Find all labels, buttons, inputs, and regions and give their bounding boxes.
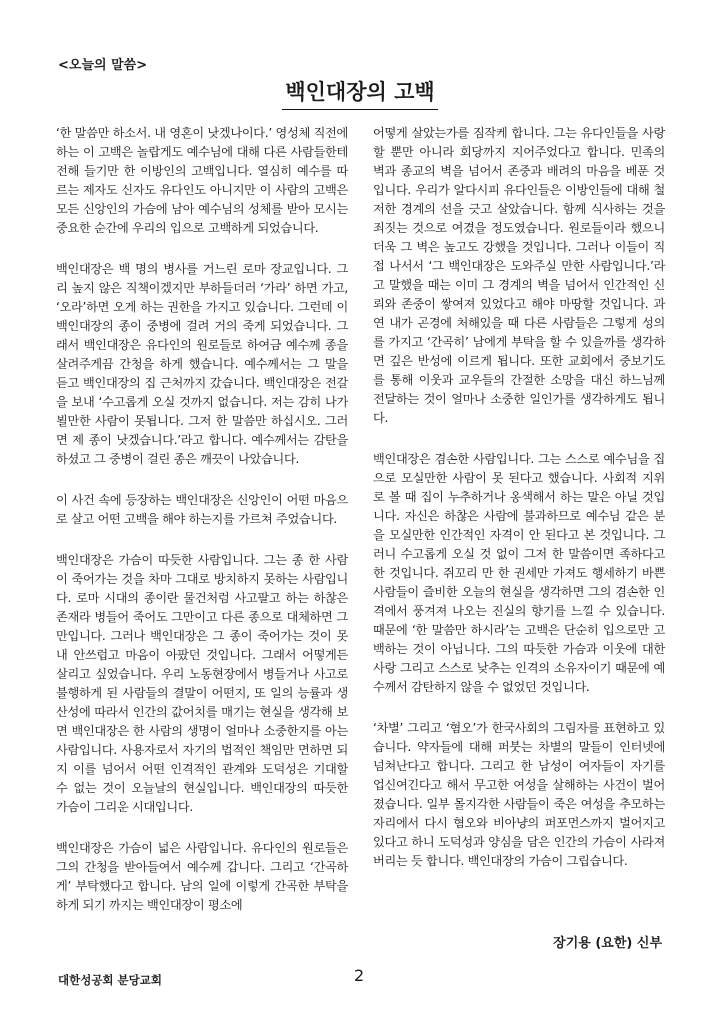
right-column	[373, 124, 665, 893]
section-label: <오늘의 말씀>	[58, 58, 148, 73]
paragraph: 백인대장은 겸손한 사람입니다. 그는 스스로 예수님을 집으로 모실만한 사람이 못 된다고 했습니다. 사회적 지위로 볼 때 집이 누추하거나 옹색해서 하는 말은 아닐 것입니다. 자신은 하찮은 사람에 불과하므로 예수님 같은 분을 모실만한 인간적인 자격이 안 된다고 본 것입니다. 그러니 수고롭게 오실 것 없이 그저 한 말씀이면 족하다고 한 것입니다. 쥐꼬리 만 한 권세만 가져도 행세하기 바쁜 사람들이 즐비한 오늘의 현실을 생각하면 그의 겸손한 인격에서 풍겨져 나오는 진실의 향기를 느낄 수 있습니다. 때문에 ‘한 말씀만 하시라’는 고백은 단순히 입으로만 고백하는 것이 아닙니다. 그의 따듯한 가슴과 이웃에 대한 사랑 그리고 스스로 낮추는 인격의 소유자이기 때문에 예수께서 감탄하지 않을 수 없었던 것입니다.	[373, 452, 665, 694]
author-signature: 장기용 (요한) 신부	[553, 936, 662, 951]
paragraph: 어떻게 살았는가를 짐작케 합니다. 그는 유다인들을 사랑할 뿐만 아니라 회당까지 지어주었다고 합니다. 민족의 벽과 종교의 벽을 넘어서 존중과 배려의 마음을 베푼 것입니다. 우리가 알다시피 유다인들은 이방인들에 대해 철저한 경계의 선을 긋고 살았습니다. 함께 식사하는 것을 죄짓는 것으로 여겼을 정도였습니다. 원로들이라 했으니 더욱 그 벽은 높고도 강했을 것입니다. 그러나 이들이 직접 나서서 ‘그 백인대장은 도와주실 만한 사람입니다.’라고 말했을 때는 이미 그 경계의 벽을 넘어서 인간적인 신뢰와 존중이 쌓여져 있었다고 해야 마땅할 것입니다. 과연 내가 곤경에 처해있을 때 다른 사람들은 그렇게 성의를 가지고 ‘간곡히’ 남에게 부탁을 할 수 있을까를 생각하면 깊은 반성에 이르게 됩니다. 또한 교회에서 중보기도를 통해 이웃과 교우들의 간절한 소망을 대신 하느님께 전달하는 것이 얼마나 소중한 일인가를 생각하게도 됩니다.	[373, 126, 665, 425]
paragraph: 이 사건 속에 등장하는 백인대장은 신앙인이 어떤 마음으로 살고 어떤 고백을 해야 하는지를 가르쳐 주었습니다.	[56, 493, 348, 526]
paragraph: ‘차별’ 그리고 ‘혐오’가 한국사회의 그림자를 표현하고 있습니다. 약자들에 대해 퍼붓는 차별의 말들이 인터넷에 넘쳐난다고 합니다. 그리고 한 남성이 여자들이 자기를 업신여긴다고 해서 무고한 여성을 살해하는 사건이 벌어졌습니다. 일부 몰지각한 사람들이 죽은 여성을 추모하는 자리에서 다시 혐오와 비아냥의 퍼포먼스까지 벌어지고 있다고 하니 도덕성과 양심을 담은 인간의 가슴이 사라져버리는 듯 합니다. 백인대장의 가슴이 그립습니다.	[373, 721, 665, 868]
left-column	[56, 124, 348, 937]
paragraph: ‘한 말씀만 하소서. 내 영혼이 낫겠나이다.’ 영성체 직전에 하는 이 고백은 놀랍게도 예수님에 대해 다른 사람들한테 전해 들기만 한 이방인의 고백입니다. 열심히 예수를 따르는 제자도 신자도 유다인도 아니지만 이 사람의 고백은 모든 신앙인의 가슴에 남아 예수님의 성체를 받아 모시는 중요한 순간에 우리의 입으로 고백하게 되었습니다.	[56, 126, 348, 235]
paragraph: 백인대장은 가슴이 따듯한 사람입니다. 그는 종 한 사람이 죽어가는 것을 차마 그대로 방치하지 못하는 사람입니다. 로마 시대의 종이란 물건처럼 사고팔고 하는 하찮은 존재라 병들어 죽어도 그만이고 다른 종으로 대체하면 그만입니다. 그러나 백인대장은 그 종이 죽어가는 것이 못내 안쓰럽고 마음이 아팠던 것입니다. 그래서 어떻게든 살리고 싶었습니다. 우리 노동현장에서 병들거나 사고로 불행하게 된 사람들의 결말이 어떤지, 또 일의 능률과 생산성에 따라서 인간의 값어치를 매기는 현실을 생각해 보면 백인대장은 한 사람의 생명이 얼마나 소중한지를 아는 사람입니다. 사용자로서 자기의 법적인 책임만 면하면 되지 이를 넘어서 어떤 인격적인 관계와 도덕성은 기대할 수 없는 것이 오늘날의 현실입니다. 백인대장의 따듯한 가슴이 그리운 시대입니다.	[56, 553, 348, 814]
paragraph: 백인대장은 가슴이 넓은 사람입니다. 유다인의 원로들은 그의 간청을 받아들여서 예수께 갑니다. 그리고 ‘간곡하게’ 부탁했다고 합니다. 남의 일에 이렇게 간곡한 부탁을 하게 되기 까지는 백인대장이 평소에	[56, 841, 348, 912]
page-title: 백인대장의 고백	[282, 76, 437, 110]
paragraph: 백인대장은 백 명의 병사를 거느린 로마 장교입니다. 그리 높지 않은 직책이겠지만 부하들더러 ‘가라’ 하면 가고, ‘오라’하면 오게 하는 권한을 가지고 있습니다. 그런데 이 백인대장의 종이 중병에 걸려 거의 죽게 되었습니다. 그래서 백인대장은 유다인의 원로들로 하여금 예수께 종을 살려주게끔 간청을 하게 했습니다. 예수께서는 그 말을 듣고 백인대장의 집 근처까지 갔습니다. 백인대장은 전갈을 보내 ‘수고롭게 오실 것까지 없습니다. 저는 감히 나가 뵐만한 사람이 못됩니다. 그저 한 말씀만 하십시오. 그러면 제 종이 낫겠습니다.’라고 합니다. 예수께서는 감탄을 하셨고 그 중병이 걸린 종은 깨끗이 나았습니다.	[56, 262, 348, 466]
page-title-wrap	[0, 76, 720, 110]
footer-church-name: 대한성공회 분당교회	[58, 973, 162, 987]
page-number: 2	[354, 966, 365, 985]
